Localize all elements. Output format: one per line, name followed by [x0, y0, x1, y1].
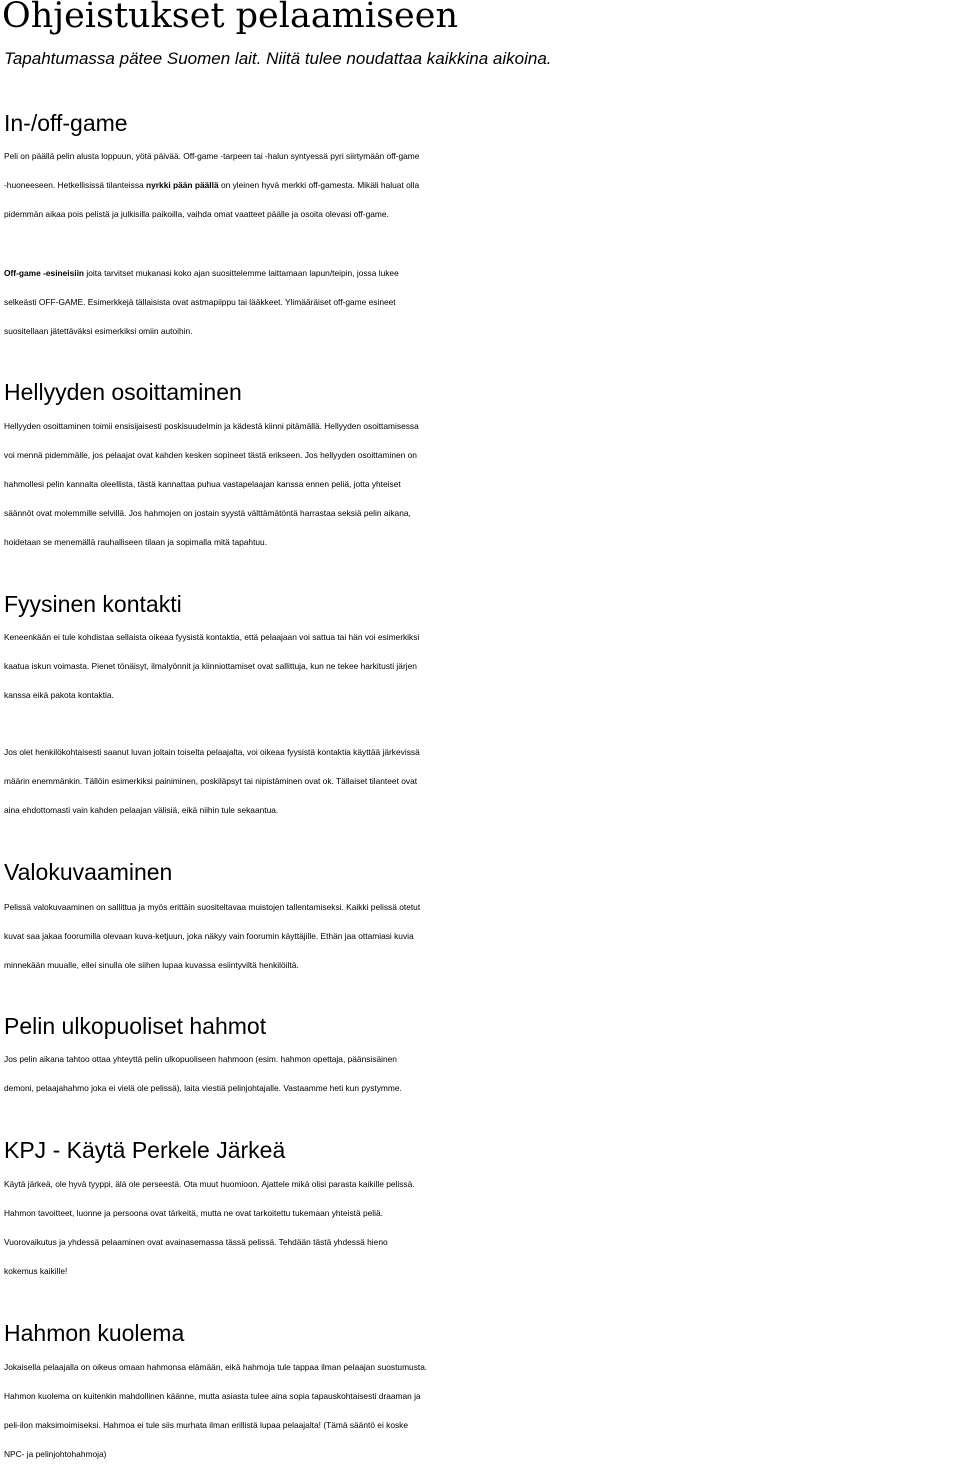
text-line: voi mennä pidemmälle, jos pelaajat ovat kahden kesken sopineet tästä erikseen. Jos hellyyden osoittaminen on: [4, 450, 417, 460]
paragraph-fyysinen-1: [4, 623, 959, 710]
heading-hellyys: Hellyyden osoittaminen: [4, 379, 242, 405]
text-run: on yleinen hyvä merkki off-gamesta. Mikäli haluat olla: [218, 180, 420, 190]
text-line: pidemmän aikaa pois pelistä ja julkisilla paikoilla, vaihda omat vaatteet päälle ja osoita olevasi off-game.: [4, 209, 389, 219]
text-line: Hahmon kuolema on kuitenkin mahdollinen käänne, mutta asiasta tulee aina sopia tapauskohtaisesti draaman ja: [4, 1391, 421, 1401]
text-line: Hellyyden osoittaminen toimii ensisijaisesti poskisuudelmin ja kädestä kiinni pitämällä. Hellyyden osoittamisessa: [4, 421, 419, 431]
text-line: [4, 259, 959, 288]
paragraph-kuolema: [4, 1353, 959, 1469]
text-line: hahmollesi pelin kannalta oleellista, tästä kannattaa puhua vastapelaajan kanssa ennen peliä, jotta yhteiset: [4, 479, 401, 489]
heading-kpj: KPJ - Käytä Perkele Järkeä: [4, 1137, 286, 1163]
text-line: Käytä järkeä, ole hyvä tyyppi, älä ole perseestä. Ota muut huomioon. Ajattele mikä olisi parasta kaikille pelissä.: [4, 1179, 415, 1189]
paragraph-kpj: [4, 1170, 959, 1286]
text-line: peli-ilon maksimoimiseksi. Hahmoa ei tule siis murhata ilman erillistä lupaa pelaajalta! (Tämä sääntö ei koske: [4, 1420, 409, 1430]
text-line: Keneenkään ei tule kohdistaa sellaista oikeaa fyysistä kontaktia, että pelaajaan voi sattua tai hän voi esimerkiksi: [4, 632, 420, 642]
paragraph-ulkopuoliset: [4, 1045, 959, 1103]
text-line: Jos olet henkilökohtaisesti saanut luvan joltain toiselta pelaajalta, voi oikeaa fyysistä kontaktia käyttää järkevissä: [4, 747, 420, 757]
text-line: kuvat saa jakaa foorumilla olevaan kuva-ketjuun, joka näkyy vain foorumin käyttäjille. Ethän jaa ottamiasi kuvia: [4, 931, 414, 941]
text-line: kanssa eikä pakota kontaktia.: [4, 690, 114, 700]
text-line: minnekään muualle, ellei sinulla ole siihen lupaa kuvassa esiintyviltä henkilöiltä.: [4, 960, 299, 970]
document-title: Ohjeistukset pelaamiseen: [2, 0, 458, 36]
text-line: selkeästi OFF-GAME. Esimerkkejä tällaisista ovat astmapiippu tai lääkkeet. Ylimääräiset off-game esineet: [4, 297, 396, 307]
paragraph-in-off-game-1: [4, 142, 959, 229]
text-line: määrin enemmänkin. Tällöin esimerkiksi painiminen, poskiläpsyt tai nipistäminen ovat ok. Tällaiset tilanteet ovat: [4, 776, 418, 786]
emphasis-off-game-items: Off-game -esineisiin: [4, 268, 85, 278]
paragraph-in-off-game-2: [4, 259, 959, 346]
heading-fyysinen: Fyysinen kontakti: [4, 591, 182, 617]
emphasis-fist-sign: nyrkki pään päällä: [146, 180, 219, 190]
text-line: Hahmon tavoitteet, luonne ja persoona ovat tärkeitä, mutta ne ovat tarkoitettu tukemaan yhteistä peliä.: [4, 1208, 383, 1218]
text-line: Peli on päällä pelin alusta loppuun, yötä päivää. Off-game -tarpeen tai -halun syntyessä pyri siirtymään off-game: [4, 151, 420, 161]
text-line: aina ehdottomasti vain kahden pelaajan välisiä, eikä niihin tule sekaantua.: [4, 805, 279, 815]
text-run: joita tarvitset mukanasi koko ajan suosittelemme laittamaan lapun/teipin, jossa lukee: [84, 268, 399, 278]
paragraph-valokuvaus: [4, 893, 959, 980]
text-line: Jos pelin aikana tahtoo ottaa yhteyttä pelin ulkopuoliseen hahmoon (esim. hahmon opettaja, päänsisäinen: [4, 1054, 397, 1064]
heading-valokuvaus: Valokuvaaminen: [4, 859, 173, 885]
text-line: [4, 171, 959, 200]
text-line: kokemus kaikille!: [4, 1266, 68, 1276]
heading-kuolema: Hahmon kuolema: [4, 1320, 185, 1346]
text-line: NPC- ja pelinjohtohahmoja): [4, 1449, 107, 1459]
text-line: säännöt ovat molemmille selvillä. Jos hahmojen on jostain syystä välttämätöntä harrastaa seksiä pelin aikana,: [4, 508, 411, 518]
heading-ulkopuoliset: Pelin ulkopuoliset hahmot: [4, 1013, 267, 1039]
text-line: kaatua iskun voimasta. Pienet tönäisyt, ilmalyönnit ja kiinniottamiset ovat sallittuja, kun ne tekee harkitusti järjen: [4, 661, 417, 671]
heading-in-off-game: In-/off-game: [4, 110, 128, 136]
paragraph-fyysinen-2: [4, 738, 959, 825]
text-line: hoidetaan se menemällä rauhalliseen tilaan ja sopimalla mitä tapahtuu.: [4, 537, 268, 547]
text-line: Pelissä valokuvaaminen on sallittua ja myös erittäin suositeltavaa muistojen tallentamiseksi. Kaikki pelissä otetut: [4, 902, 421, 912]
document-subtitle: Tapahtumassa pätee Suomen lait. Niitä tulee noudattaa kaikkina aikoina.: [4, 49, 552, 68]
paragraph-hellyys: [4, 412, 959, 557]
text-line: demoni, pelaajahahmo joka ei vielä ole pelissä), laita viestiä pelinjohtajalle. Vastaamme heti kun pystymme.: [4, 1083, 402, 1093]
text-line: Jokaisella pelaajalla on oikeus omaan hahmonsa elämään, eikä hahmoja tule tappaa ilman pelaajan suostumusta.: [4, 1362, 428, 1372]
text-line: suositellaan jätettäväksi esimerkiksi omiin autoihin.: [4, 326, 193, 336]
text-run: -huoneeseen. Hetkellisissä tilanteissa: [4, 180, 146, 190]
text-line: Vuorovaikutus ja yhdessä pelaaminen ovat avainasemassa tässä pelissä. Tehdään tästä yhdessä hieno: [4, 1237, 388, 1247]
